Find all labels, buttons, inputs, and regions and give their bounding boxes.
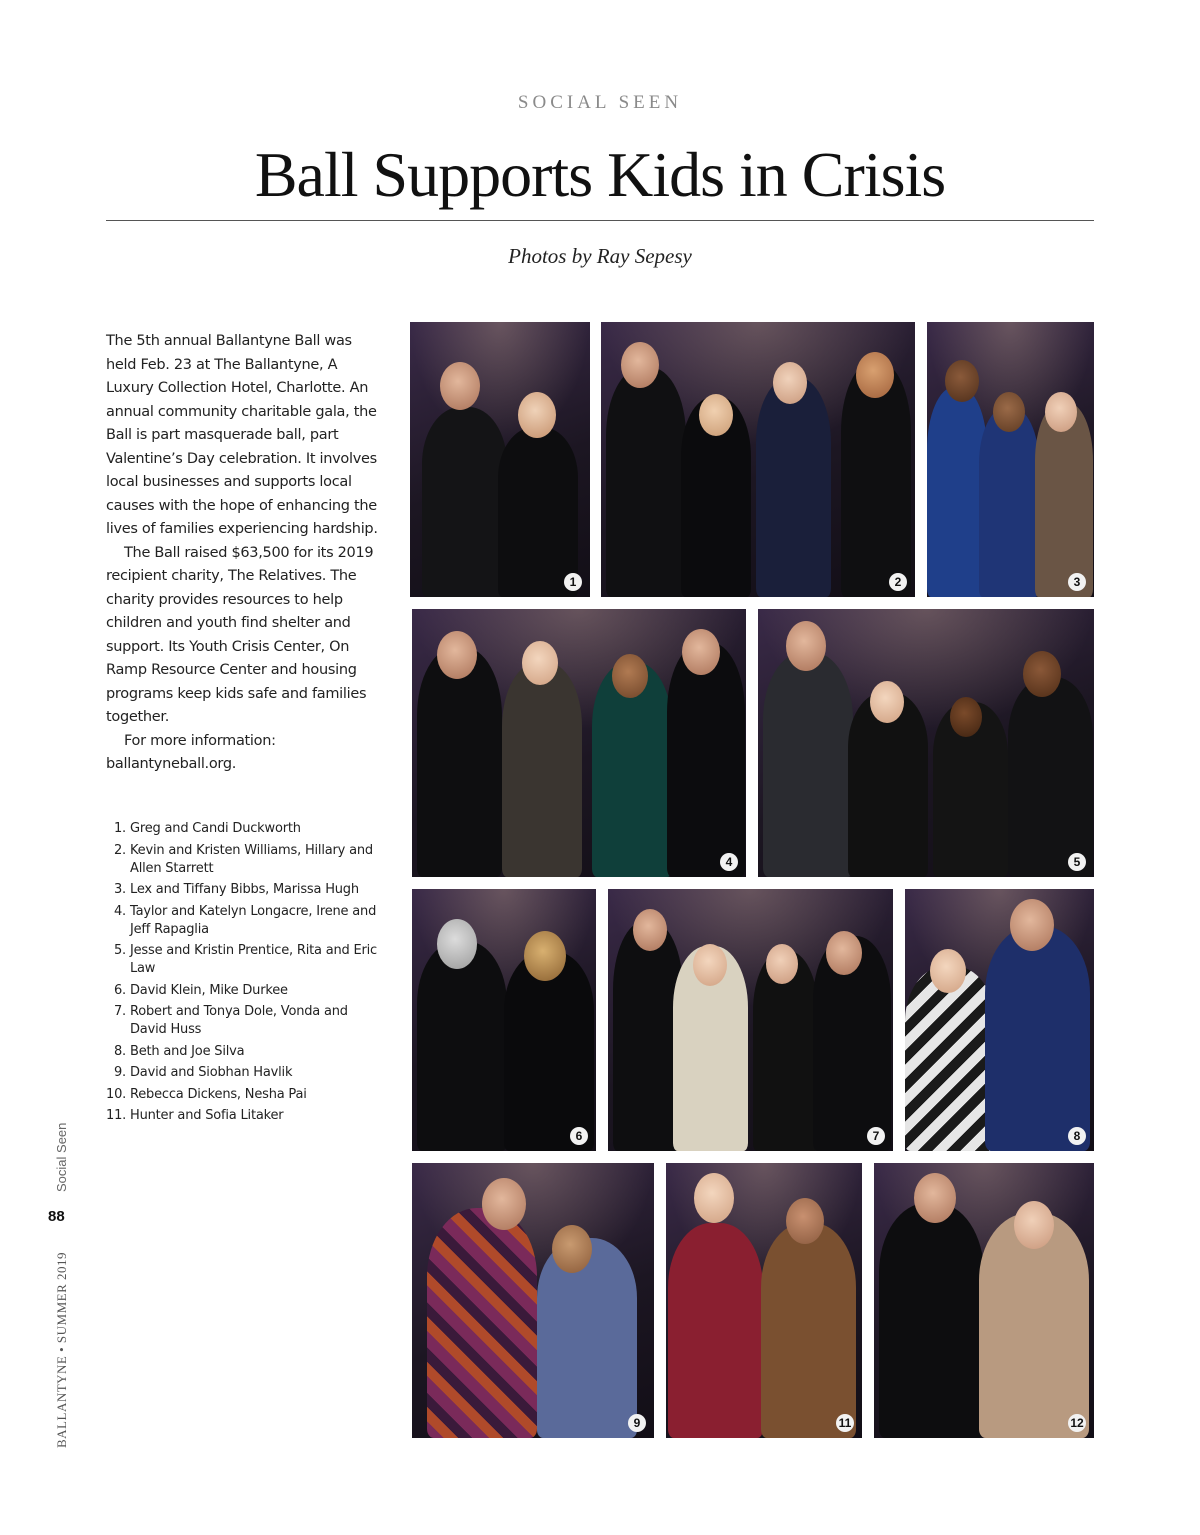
event-photo	[666, 1163, 862, 1438]
caption-number: 8.	[113, 1043, 126, 1059]
caption-number: 9.	[113, 1065, 126, 1080]
caption-number: 10.	[106, 1086, 127, 1102]
caption-text: Kevin and Kristen Williams, Hillary and Allen Starrett	[130, 842, 373, 876]
caption-item	[106, 1003, 386, 1039]
event-photo	[905, 889, 1094, 1151]
caption-number: 6.	[113, 982, 126, 998]
caption-text: Hunter and Sofia Litaker	[130, 1108, 284, 1123]
caption-text: David Klein, Mike Durkee	[130, 982, 288, 998]
folio-section-name: Social Seen	[54, 1122, 69, 1192]
event-photo	[412, 889, 596, 1151]
caption-text: David and Siobhan Havlik	[130, 1065, 293, 1080]
caption-number: 3.	[113, 882, 126, 897]
caption-item	[106, 1064, 386, 1082]
photo-number-badge: 6	[570, 1127, 588, 1145]
caption-item	[106, 982, 386, 1000]
photo-number-badge: 5	[1068, 853, 1086, 871]
caption-text: Robert and Tonya Dole, Vonda and David Huss	[130, 1004, 348, 1037]
event-photo	[608, 889, 893, 1151]
article-body	[106, 330, 381, 777]
page-title: Ball Supports Kids in Crisis	[254, 139, 946, 210]
folio-magazine-issue: BALLANTYNE • SUMMER 2019	[54, 1251, 69, 1448]
article-paragraph: The Ball raised $63,500 for its 2019 recipient charity, The Relatives. The charity provides resources to help children and youth find shelter and support. Its Youth Crisis Center, On Ramp Resource Center and housing programs keep kids safe and families together.	[106, 544, 374, 725]
caption-item	[106, 1086, 386, 1104]
caption-item	[106, 942, 386, 978]
photo-number-badge: 4	[720, 853, 738, 871]
caption-text: Beth and Joe Silva	[130, 1043, 245, 1059]
caption-item	[106, 820, 386, 838]
caption-number: 11.	[106, 1108, 127, 1123]
section-kicker: SOCIAL SEEN	[517, 92, 683, 113]
caption-text: Greg and Candi Duckworth	[130, 821, 301, 836]
photo-number-badge: 11	[836, 1414, 854, 1432]
page-number: 88	[48, 1208, 65, 1225]
caption-text: Rebecca Dickens, Nesha Pai	[130, 1086, 307, 1102]
photo-number-badge: 8	[1068, 1127, 1086, 1145]
title-divider	[106, 220, 1094, 221]
caption-number: 1.	[113, 821, 126, 836]
event-photo	[412, 609, 746, 877]
caption-number: 2.	[113, 842, 126, 858]
photo-captions	[106, 820, 386, 1129]
caption-number: 4.	[113, 903, 126, 919]
event-photo	[410, 322, 590, 597]
caption-item	[106, 1043, 386, 1061]
event-photo	[874, 1163, 1094, 1438]
event-photo	[927, 322, 1094, 597]
caption-text: Taylor and Katelyn Longacre, Irene and Jeff Rapaglia	[130, 903, 377, 937]
photo-number-badge: 12	[1068, 1414, 1086, 1432]
photo-number-badge: 3	[1068, 573, 1086, 591]
photo-number-badge: 2	[889, 573, 907, 591]
article-paragraph: The 5th annual Ballantyne Ball was held Feb. 23 at The Ballantyne, A Luxury Collection Hotel, Charlotte. An annual community charitable gala, the Ball is part masquerade ball, part Valentine’s Day celebration. It involves local businesses and supports local causes with the hope of enhancing the lives of families experiencing hardship.	[106, 333, 378, 537]
caption-number: 5.	[113, 943, 126, 958]
caption-item	[106, 1107, 386, 1125]
caption-item	[106, 842, 386, 878]
caption-item	[106, 881, 386, 899]
event-photo	[412, 1163, 654, 1438]
event-photo	[601, 322, 915, 597]
photo-credit: Photos by Ray Sepesy	[508, 244, 692, 268]
caption-item	[106, 903, 386, 939]
caption-text: Lex and Tiffany Bibbs, Marissa Hugh	[130, 882, 359, 897]
photo-number-badge: 7	[867, 1127, 885, 1145]
event-photo	[758, 609, 1094, 877]
photo-number-badge: 1	[564, 573, 582, 591]
caption-text: Jesse and Kristin Prentice, Rita and Eric Law	[130, 943, 378, 976]
caption-number: 7.	[113, 1004, 126, 1019]
photo-number-badge: 9	[628, 1414, 646, 1432]
article-paragraph: For more information: ballantyneball.org.	[106, 732, 276, 772]
